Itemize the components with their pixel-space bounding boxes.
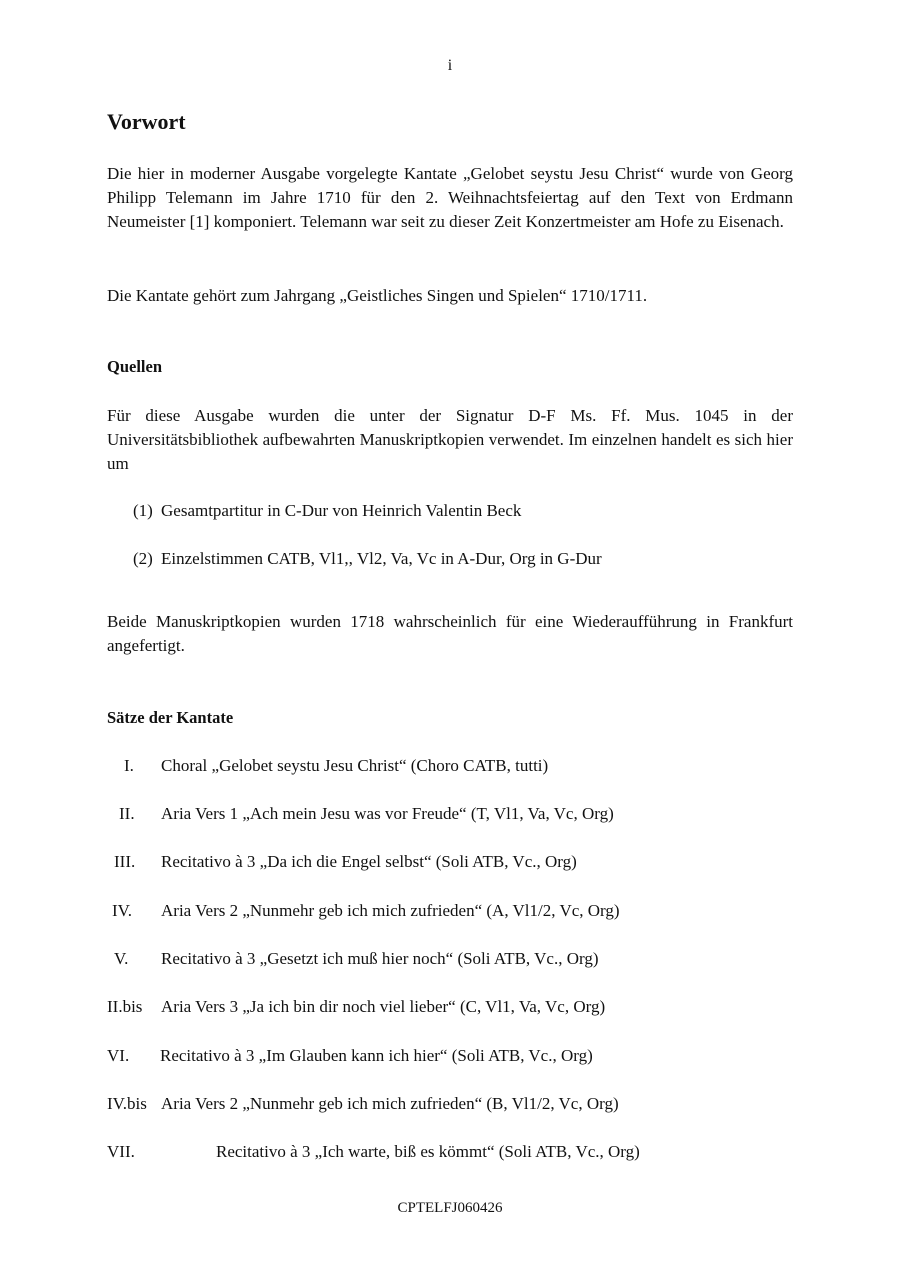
movement-title: Aria Vers 2 „Nunmehr geb ich mich zufrieden“ (B, Vl1/2, Vc, Org) (161, 1094, 619, 1113)
movement-item (107, 1142, 807, 1166)
movement-item (107, 804, 807, 828)
movement-item (107, 852, 807, 876)
movement-number: I. (124, 756, 134, 775)
movement-number: III. (114, 852, 136, 871)
movement-title: Recitativo à 3 „Ich warte, biß es kömmt“ (Soli ATB, Vc., Org) (216, 1142, 640, 1161)
source-list-marker: (2) (133, 549, 153, 568)
source-list-marker: (1) (133, 501, 153, 520)
movement-item (107, 756, 807, 780)
page-title: Vorwort (107, 109, 186, 134)
movement-title: Recitativo à 3 „Gesetzt ich muß hier noch“ (Soli ATB, Vc., Org) (161, 949, 599, 968)
movement-number: VI. (107, 1046, 130, 1065)
movement-item (107, 1046, 807, 1070)
movement-title: Recitativo à 3 „Da ich die Engel selbst“ (Soli ATB, Vc., Org) (161, 852, 577, 871)
source-list-text: Einzelstimmen CATB, Vl1,, Vl2, Va, Vc in A-Dur, Org in G-Dur (161, 549, 602, 568)
intro-paragraph-2: Die Kantate gehört zum Jahrgang „Geistliches Singen und Spielen“ 1710/1711. (107, 286, 648, 305)
movement-number: IV.bis (107, 1094, 147, 1113)
sources-paragraph-2: Beide Manuskriptkopien wurden 1718 wahrscheinlich für eine Wiederaufführung in Frankfurt angefertigt. (107, 612, 793, 656)
page-number: i (447, 57, 453, 74)
sources-heading: Quellen (107, 357, 163, 376)
movements-heading: Sätze der Kantate (107, 708, 234, 727)
movement-item (107, 997, 807, 1021)
movement-item (107, 949, 807, 973)
movement-number: V. (114, 949, 129, 968)
movement-item (107, 1094, 807, 1118)
movement-title: Aria Vers 3 „Ja ich bin dir noch viel lieber“ (C, Vl1, Va, Vc, Org) (161, 997, 606, 1016)
movement-number: II. (119, 804, 135, 823)
movement-item (107, 901, 807, 925)
movement-number: VII. (107, 1142, 135, 1161)
movement-title: Recitativo à 3 „Im Glauben kann ich hier“ (Soli ATB, Vc., Org) (160, 1046, 593, 1065)
movement-title: Aria Vers 1 „Ach mein Jesu was vor Freude“ (T, Vl1, Va, Vc, Org) (161, 804, 614, 823)
intro-paragraph-1: Die hier in moderner Ausgabe vorgelegte Kantate „Gelobet seystu Jesu Christ“ wurde von Georg Philipp Telemann im Jahre 1710 für den 2. Weihnachtsfeiertag auf den Text von Erdmann Neumeister [1] komponiert. Telemann war seit zu dieser Zeit Konzertmeister am Hofe zu Eisenach. (107, 164, 793, 232)
movement-number: II.bis (107, 997, 143, 1016)
sources-paragraph-1: Für diese Ausgabe wurden die unter der Signatur D-F Ms. Ff. Mus. 1045 in der Universitätsbibliothek aufbewahrten Manuskriptkopien verwendet. Im einzelnen handelt es sich hier um (107, 406, 793, 474)
movement-title: Choral „Gelobet seystu Jesu Christ“ (Choro CATB, tutti) (161, 756, 549, 775)
movement-title: Aria Vers 2 „Nunmehr geb ich mich zufrieden“ (A, Vl1/2, Vc, Org) (161, 901, 620, 920)
movement-number: IV. (112, 901, 132, 920)
source-list-text: Gesamtpartitur in C-Dur von Heinrich Valentin Beck (161, 501, 522, 520)
document-id-footer: CPTELFJ060426 (397, 1200, 503, 1216)
